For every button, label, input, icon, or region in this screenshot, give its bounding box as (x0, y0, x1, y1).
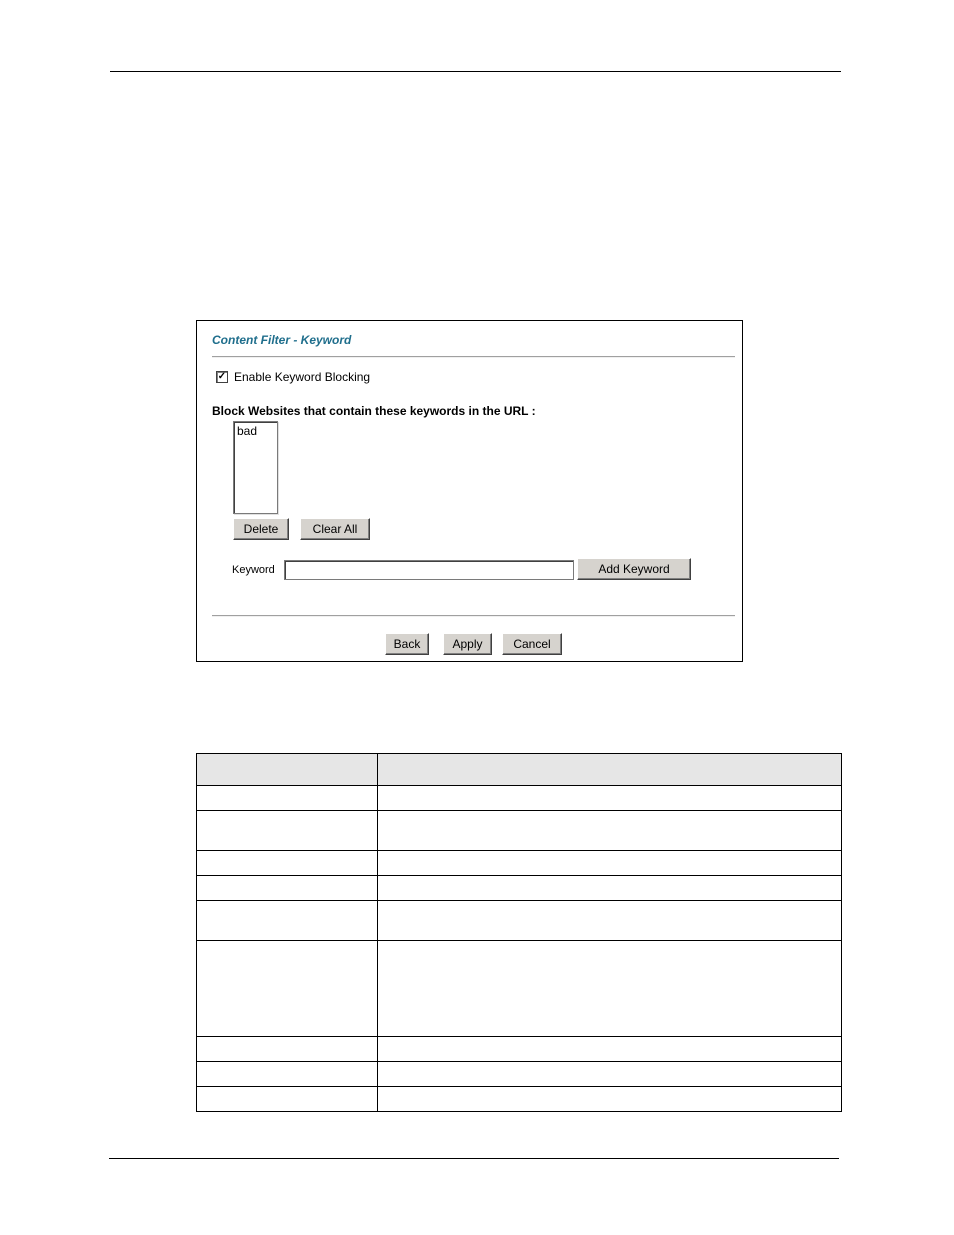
footer-divider (212, 615, 735, 617)
keyword-label: Keyword (232, 564, 275, 576)
table-cell-label (197, 941, 378, 1037)
table-cell-description (378, 1037, 842, 1062)
delete-button[interactable]: Delete (233, 518, 289, 540)
table-row (197, 901, 842, 941)
table-cell-description (378, 1062, 842, 1087)
apply-button[interactable]: Apply (443, 633, 492, 655)
table-row (197, 1087, 842, 1112)
enable-keyword-blocking-checkbox[interactable]: ✓ (217, 371, 227, 382)
table-cell-description (378, 941, 842, 1037)
add-keyword-button[interactable]: Add Keyword (577, 558, 691, 580)
table-row (197, 811, 842, 851)
keyword-input[interactable] (284, 560, 574, 580)
table-row (197, 851, 842, 876)
clear-all-button[interactable]: Clear All (300, 518, 370, 540)
table-header-row (197, 754, 842, 786)
table-row (197, 1037, 842, 1062)
panel-title: Content Filter - Keyword (212, 333, 352, 347)
table-cell-description (378, 876, 842, 901)
description-table (196, 753, 842, 1112)
table-cell-label (197, 1087, 378, 1112)
back-button[interactable]: Back (385, 633, 429, 655)
table-row (197, 786, 842, 811)
table-cell-label (197, 811, 378, 851)
content-filter-keyword-panel (196, 320, 743, 662)
enable-keyword-blocking-row[interactable] (216, 370, 370, 384)
block-websites-label: Block Websites that contain these keywords in the URL : (212, 404, 536, 418)
table-cell-description (378, 901, 842, 941)
table-header-description (378, 754, 842, 786)
table-cell-label (197, 1037, 378, 1062)
table-cell-description (378, 851, 842, 876)
table-row (197, 941, 842, 1037)
table-header-label (197, 754, 378, 786)
footer-rule (109, 1158, 839, 1159)
table-row (197, 876, 842, 901)
table-cell-label (197, 1062, 378, 1087)
keyword-list[interactable] (233, 421, 278, 514)
table-cell-description (378, 786, 842, 811)
table-cell-label (197, 851, 378, 876)
enable-keyword-blocking-label: Enable Keyword Blocking (234, 370, 371, 384)
table-cell-label (197, 876, 378, 901)
table-cell-description (378, 1087, 842, 1112)
title-divider (212, 356, 735, 358)
cancel-button[interactable]: Cancel (502, 633, 562, 655)
header-rule (110, 71, 841, 72)
table-cell-description (378, 811, 842, 851)
table-cell-label (197, 786, 378, 811)
keyword-list-item[interactable]: bad (237, 424, 258, 438)
table-row (197, 1062, 842, 1087)
table-cell-label (197, 901, 378, 941)
